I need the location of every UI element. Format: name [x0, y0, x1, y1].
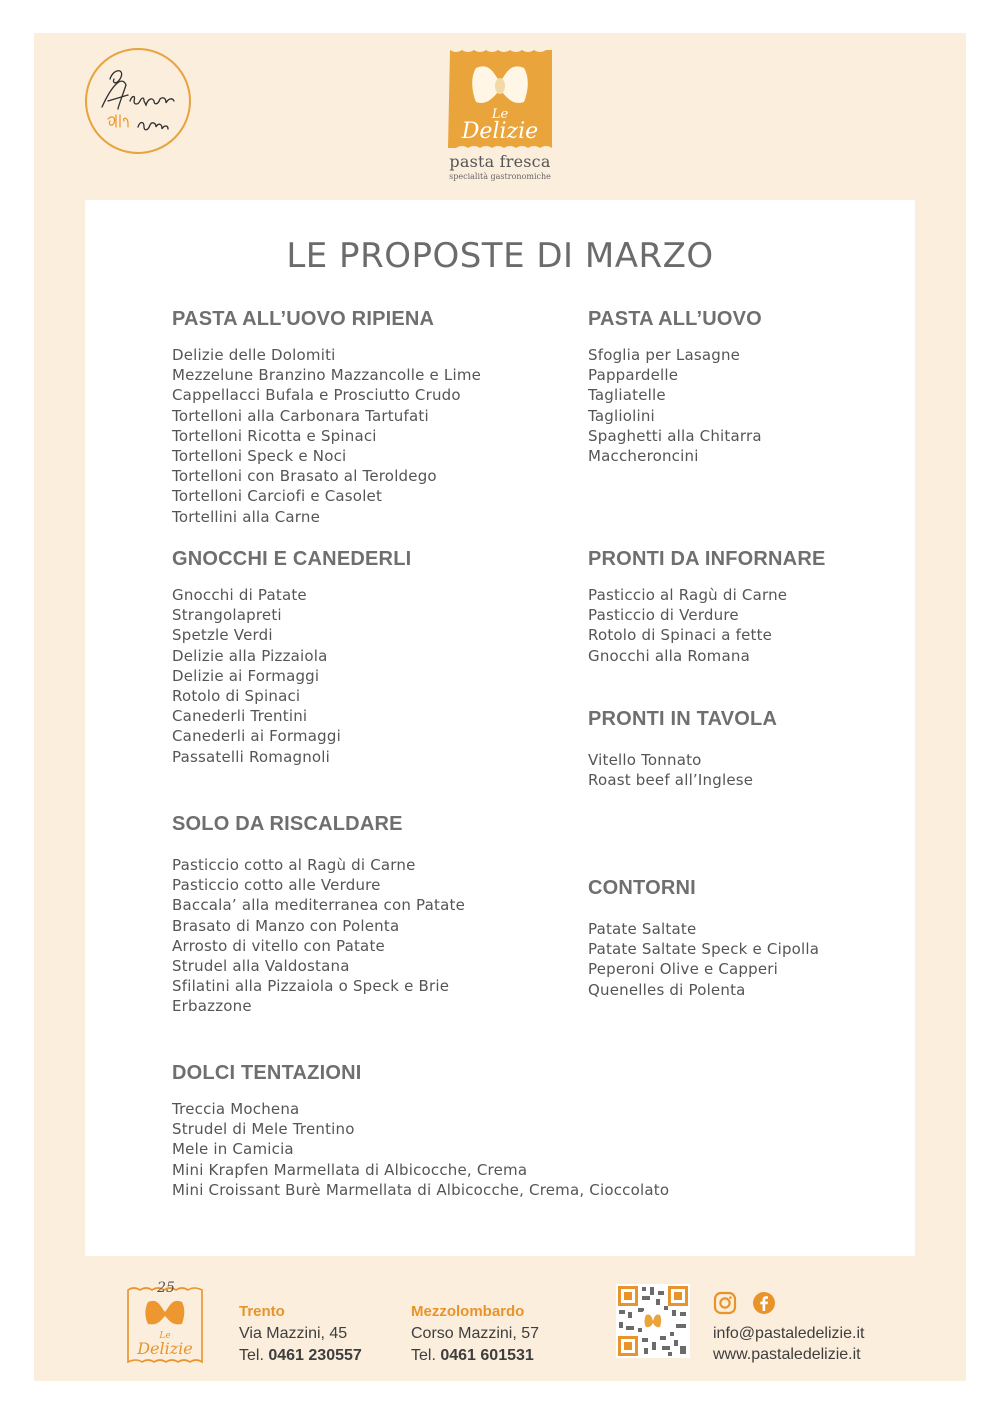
menu-item: Vitello Tonnato: [588, 751, 702, 769]
artigiani-logo: [82, 45, 194, 157]
contact-block: [713, 1323, 864, 1365]
menu-item: Tortelloni Ricotta e Spinaci: [172, 426, 377, 445]
menu-item: Pasticcio al Ragù di Carne: [588, 586, 788, 604]
menu-item: Erbazzone: [172, 997, 252, 1016]
section-dolci: [172, 1062, 670, 1199]
menu-item: Mini Croissant Burè Marmellata di Albicocche, Crema, Cioccolato: [172, 1180, 670, 1199]
menu-item: Mini Krapfen Marmellata di Albicocche, Crema: [172, 1160, 528, 1179]
section-heading: DOLCI TENTAZIONI: [172, 1062, 362, 1084]
menu-item: Spaghetti alla Chitarra: [588, 426, 762, 445]
menu-item: Tagliatelle: [588, 386, 666, 405]
anniversary-logo: [124, 1280, 206, 1366]
website-link[interactable]: www.pastaledelizie.it: [713, 1346, 861, 1363]
menu-item: Pappardelle: [588, 366, 679, 385]
page-title: LE PROPOSTE DI MARZO: [286, 236, 714, 276]
menu-item: Gnocchi di Patate: [172, 586, 307, 604]
menu-item: Roast beef all’Inglese: [588, 771, 754, 790]
menu-item: Spetzle Verdi: [172, 626, 273, 645]
menu-item: Maccheroncini: [588, 447, 699, 466]
store-address: Corso Mazzini, 57: [411, 1325, 540, 1342]
menu-item: Cappellacci Bufala e Prosciutto Crudo: [172, 386, 461, 405]
brand-subtagline: specialità gastronomiche: [449, 172, 551, 181]
phone-label: Tel.: [411, 1347, 436, 1364]
brand-tagline: pasta fresca: [449, 152, 551, 171]
phone-number: 0461 601531: [440, 1347, 534, 1364]
section-pasta-uovo: [588, 308, 762, 466]
instagram-icon[interactable]: [713, 1291, 737, 1315]
menu-item: Patate Saltate Speck e Cipolla: [588, 940, 820, 959]
menu-item: Pasticcio cotto alle Verdure: [172, 876, 381, 895]
store-city: Mezzolombardo: [411, 1303, 525, 1320]
store-address: Via Mazzini, 45: [239, 1325, 348, 1342]
item-list: [172, 345, 481, 527]
menu-item: Tortelloni Carciofi e Casolet: [172, 487, 383, 506]
section-heading: GNOCCHI E CANEDERLI: [172, 548, 412, 570]
item-list: [588, 345, 762, 466]
section-heading: PRONTI DA INFORNARE: [588, 548, 826, 570]
menu-item: Delizie alla Pizzaiola: [172, 646, 328, 665]
menu-item: Tagliolini: [588, 406, 655, 425]
menu-item: Strudel di Mele Trentino: [172, 1120, 355, 1139]
menu-item: Brasato di Manzo con Polenta: [172, 916, 400, 935]
section-heading: PASTA ALL’UOVO: [588, 308, 762, 330]
menu-item: Mele in Camicia: [172, 1140, 294, 1159]
menu-item: Delizie delle Dolomiti: [172, 346, 336, 364]
le-delizie-logo: [446, 48, 554, 180]
menu-item: Tortelloni alla Carbonara Tartufati: [172, 406, 429, 425]
email-link[interactable]: info@pastaledelizie.it: [713, 1325, 865, 1342]
section-heading: CONTORNI: [588, 877, 696, 899]
menu-item: Strangolapreti: [172, 606, 282, 625]
menu-item: Quenelles di Polenta: [588, 980, 746, 999]
section-heading: PASTA ALL’UOVO RIPIENA: [172, 308, 435, 330]
section-heading: PRONTI IN TAVOLA: [588, 708, 778, 730]
menu-item: Mezzelune Branzino Mazzancolle e Lime: [172, 366, 482, 385]
svg-text:Le: Le: [159, 1331, 171, 1341]
menu-item: Rotolo di Spinaci a fette: [588, 626, 773, 645]
menu-item: Tortelloni con Brasato al Teroldego: [172, 467, 437, 486]
menu-item: Sfoglia per Lasagne: [588, 346, 741, 364]
section-tavola: [588, 708, 778, 790]
menu-item: Passatelli Romagnoli: [172, 747, 331, 766]
svg-text:Le: Le: [491, 107, 509, 122]
item-list: [588, 919, 819, 1000]
farfalle-logo-icon: [446, 48, 554, 152]
menu-item: Pasticcio di Verdure: [588, 606, 739, 625]
menu-item: Canederli ai Formaggi: [172, 727, 341, 746]
phone-label: Tel.: [239, 1347, 264, 1364]
menu-item: Canederli Trentini: [172, 707, 308, 726]
store-phone[interactable]: [239, 1347, 362, 1365]
store-city: Trento: [239, 1303, 285, 1320]
section-pasta-ripiena: [172, 308, 482, 526]
section-infornare: [588, 548, 826, 665]
svg-text:25: 25: [157, 1280, 175, 1296]
store-trento: [239, 1303, 362, 1365]
item-list: [172, 855, 465, 1017]
menu-item: Delizie ai Formaggi: [172, 666, 320, 685]
qr-code-icon[interactable]: [616, 1284, 690, 1358]
menu-item: Gnocchi alla Romana: [588, 646, 750, 665]
section-contorni: [588, 877, 820, 999]
menu-item: Arrosto di vitello con Patate: [172, 936, 385, 955]
menu-item: Tortellini alla Carne: [172, 507, 321, 526]
menu-item: Peperoni Olive e Capperi: [588, 960, 779, 979]
menu-item: Strudel alla Valdostana: [172, 957, 350, 976]
menu-item: Sfilatini alla Pizzaiola o Speck e Brie: [172, 977, 450, 996]
svg-text:Delizie: Delizie: [461, 119, 539, 144]
facebook-icon[interactable]: [752, 1291, 776, 1315]
menu-item: Patate Saltate: [588, 920, 697, 938]
store-mezzolombardo: [411, 1303, 539, 1365]
item-list: [172, 585, 341, 767]
section-heading: SOLO DA RISCALDARE: [172, 813, 403, 835]
svg-text:Delizie: Delizie: [137, 1339, 193, 1358]
phone-number: 0461 230557: [268, 1347, 362, 1364]
menu-item: Rotolo di Spinaci: [172, 687, 301, 706]
section-riscaldare: [172, 813, 465, 1016]
item-list: [588, 585, 787, 666]
menu-item: Baccala’ alla mediterranea con Patate: [172, 896, 465, 915]
menu-item: Tortelloni Speck e Noci: [172, 447, 347, 466]
item-list: [172, 1099, 669, 1200]
item-list: [588, 750, 753, 790]
menu-item: Treccia Mochena: [172, 1100, 300, 1118]
section-gnocchi: [172, 548, 412, 766]
menu-item: Pasticcio cotto al Ragù di Carne: [172, 856, 416, 874]
store-phone[interactable]: [411, 1347, 539, 1365]
